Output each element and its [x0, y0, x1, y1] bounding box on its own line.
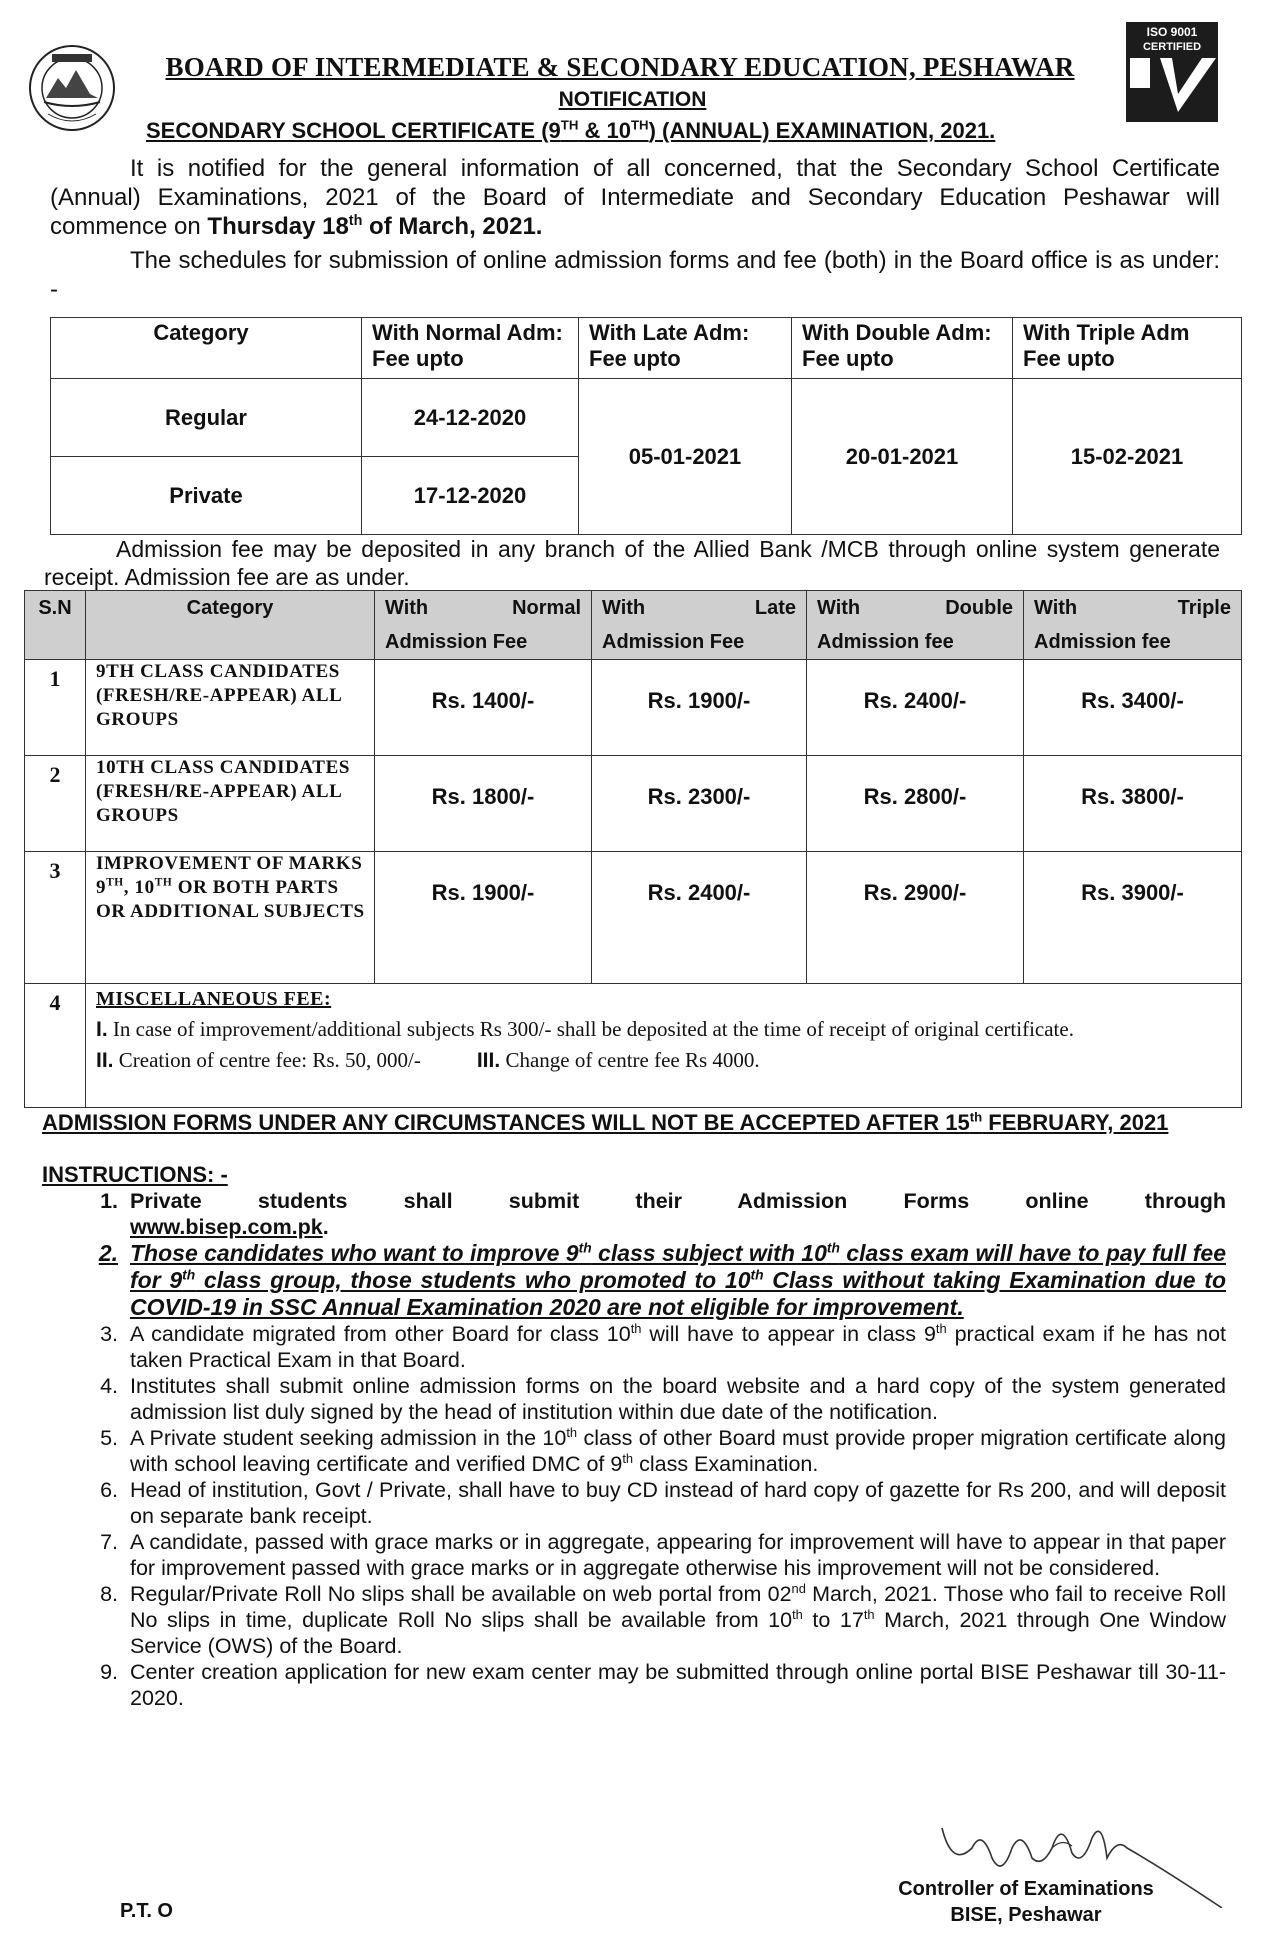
admission-deadline-warning: ADMISSION FORMS UNDER ANY CIRCUMSTANCES WILL NOT BE ACCEPTED AFTER 15th FEBRUARY, 2021: [42, 1109, 1169, 1135]
instructions-heading: INSTRUCTIONS: -: [42, 1162, 228, 1187]
schedule-category-regular: Regular: [51, 379, 362, 457]
board-title: BOARD OF INTERMEDIATE & SECONDARY EDUCATION, PESHAWAR: [165, 52, 1075, 82]
misc-fee-item-2-3: II. Creation of centre fee: Rs. 50, 000/- III. Change of centre fee Rs 4000.: [96, 1048, 760, 1072]
schedule-double-date: 20-01-2021: [792, 379, 1013, 535]
misc-fee-heading: MISCELLANEOUS FEE:: [96, 988, 332, 1010]
instruction-item: 5. A Private student seeking admission in the 10th class of other Board must provide proper migration certificate along with school leaving certificate and verified DMC of 9th class Examination.: [100, 1424, 1226, 1476]
instruction-item: 3. A candidate migrated from other Board for class 10th will have to appear in class 9th practical exam if he has not taken Practical Exam in that Board.: [100, 1320, 1226, 1372]
schedule-normal-private: 17-12-2020: [362, 457, 579, 535]
fee-table: [24, 590, 1242, 1108]
fee-row: [25, 756, 1242, 852]
fee-row-normal: Rs. 1800/-: [375, 756, 592, 852]
fee-row-sn: 1: [25, 660, 86, 756]
schedule-header-triple: With Triple Adm Fee upto: [1013, 318, 1242, 379]
instruction-item: 7. A candidate, passed with grace marks or in aggregate, appearing for improvement will have to appear in that paper for improvement passed with grace marks or in aggregate otherwise his improvement will not be considered.: [100, 1530, 1226, 1580]
fee-row-sn: 4: [25, 984, 86, 1108]
schedule-intro: The schedules for submission of online admission forms and fee (both) in the Board office is as under: -: [50, 247, 1220, 303]
fee-row: [25, 852, 1242, 984]
fee-header-category: Category: [86, 591, 375, 660]
fee-row-category: 9TH CLASS CANDIDATES (FRESH/RE-APPEAR) ALL GROUPS: [86, 660, 375, 756]
fee-note: Admission fee may be deposited in any branch of the Allied Bank /MCB through online system generate receipt. Admission fee are as under.: [44, 536, 1220, 590]
fee-row-sn: 2: [25, 756, 86, 852]
fee-row-double: Rs. 2800/-: [807, 756, 1024, 852]
instruction-item: 4. Institutes shall submit online admission forms on the board website and a hard copy of the system generated admission list duly signed by the head of institution within due date of the notification.: [100, 1374, 1226, 1424]
schedule-header-late: With Late Adm: Fee upto: [579, 318, 792, 379]
fee-row-double: Rs. 2900/-: [807, 852, 1024, 984]
fee-row-misc: [25, 984, 1242, 1108]
instructions-list: [42, 1188, 1226, 1711]
fee-header-triple: With Triple Admission fee: [1024, 591, 1242, 660]
fee-header-late: With Late Admission Fee: [592, 591, 807, 660]
fee-row-late: Rs. 1900/-: [592, 660, 807, 756]
fee-row-sn: 3: [25, 852, 86, 984]
signatory-block: [866, 1876, 1186, 1928]
signatory-title: Controller of Examinations: [898, 1878, 1154, 1900]
fee-row-late: Rs. 2400/-: [592, 852, 807, 984]
exam-title: SECONDARY SCHOOL CERTIFICATE (9TH & 10TH) (ANNUAL) EXAMINATION, 2021.: [146, 117, 996, 143]
fee-row-category: 10TH CLASS CANDIDATES (FRESH/RE-APPEAR) ALL GROUPS: [86, 756, 375, 852]
fee-row-normal: Rs. 1900/-: [375, 852, 592, 984]
instruction-item: 9. Center creation application for new exam center may be submitted through online portal BISE Peshawar till 30-11-2020.: [100, 1660, 1226, 1710]
misc-fee-item-1: I. In case of improvement/additional subjects Rs 300/- shall be deposited at the time of receipt of original certificate.: [96, 1017, 1074, 1041]
signatory-office: BISE, Peshawar: [950, 1904, 1102, 1926]
fee-row-late: Rs. 2300/-: [592, 756, 807, 852]
bisep-website-link[interactable]: www.bisep.com.pk: [130, 1215, 323, 1239]
fee-header-double: With Double Admission fee: [807, 591, 1024, 660]
schedule-category-private: Private: [51, 457, 362, 535]
instruction-item: 2. Those candidates who want to improve 9th class subject with 10th class exam will have to pay full fee for 9th class group, those students who promoted to 10th Class without taking Examination due to COVID-19 in SSC Annual Examination 2020 are not eligible for improvement.: [98, 1240, 1227, 1320]
misc-fee-cell: [86, 984, 1242, 1108]
instruction-item: 1. Private students shall submit their Admission Forms online through www.bisep.com.pk.: [100, 1189, 1226, 1239]
intro-paragraph: It is notified for the general information of all concerned, that the Secondary School Certificate (Annual) Examinations, 2021 of the Board of Intermediate and Secondary Education Peshawar will commence on Thursday 18th of March, 2021.: [50, 155, 1220, 240]
fee-row-triple: Rs. 3400/-: [1024, 660, 1242, 756]
page-turn-over: P.T. O: [120, 1900, 173, 1922]
fee-row: [25, 660, 1242, 756]
fee-row-category: IMPROVEMENT OF MARKS 9TH, 10TH OR BOTH PARTS OR ADDITIONAL SUBJECTS: [86, 852, 375, 984]
instruction-item: 8. Regular/Private Roll No slips shall be available on web portal from 02nd March, 2021. Those who fail to receive Roll No slips in time, duplicate Roll No slips shall be available from 10th to 17th March, 2021 through One Window Service (OWS) of the Board.: [100, 1580, 1226, 1658]
fee-header-normal: With Normal Admission Fee: [375, 591, 592, 660]
schedule-normal-regular: 24-12-2020: [362, 379, 579, 457]
fee-header-sn: S.N: [25, 591, 86, 660]
fee-row-triple: Rs. 3800/-: [1024, 756, 1242, 852]
fee-row-triple: Rs. 3900/-: [1024, 852, 1242, 984]
schedule-header-category: Category: [51, 318, 362, 379]
notification-heading: NOTIFICATION: [558, 88, 707, 111]
schedule-header-normal: With Normal Adm: Fee upto: [362, 318, 579, 379]
instruction-item: 6. Head of institution, Govt / Private, shall have to buy CD instead of hard copy of gazette for Rs 200, and will deposit on separate bank receipt.: [100, 1478, 1226, 1528]
fee-row-normal: Rs. 1400/-: [375, 660, 592, 756]
fee-row-double: Rs. 2400/-: [807, 660, 1024, 756]
schedule-late-date: 05-01-2021: [579, 379, 792, 535]
schedule-table: [50, 317, 1242, 535]
schedule-triple-date: 15-02-2021: [1013, 379, 1242, 535]
svg-text:CERTIFIED: CERTIFIED: [1142, 41, 1202, 53]
svg-text:ISO 9001: ISO 9001: [1146, 25, 1198, 39]
schedule-header-double: With Double Adm: Fee upto: [792, 318, 1013, 379]
